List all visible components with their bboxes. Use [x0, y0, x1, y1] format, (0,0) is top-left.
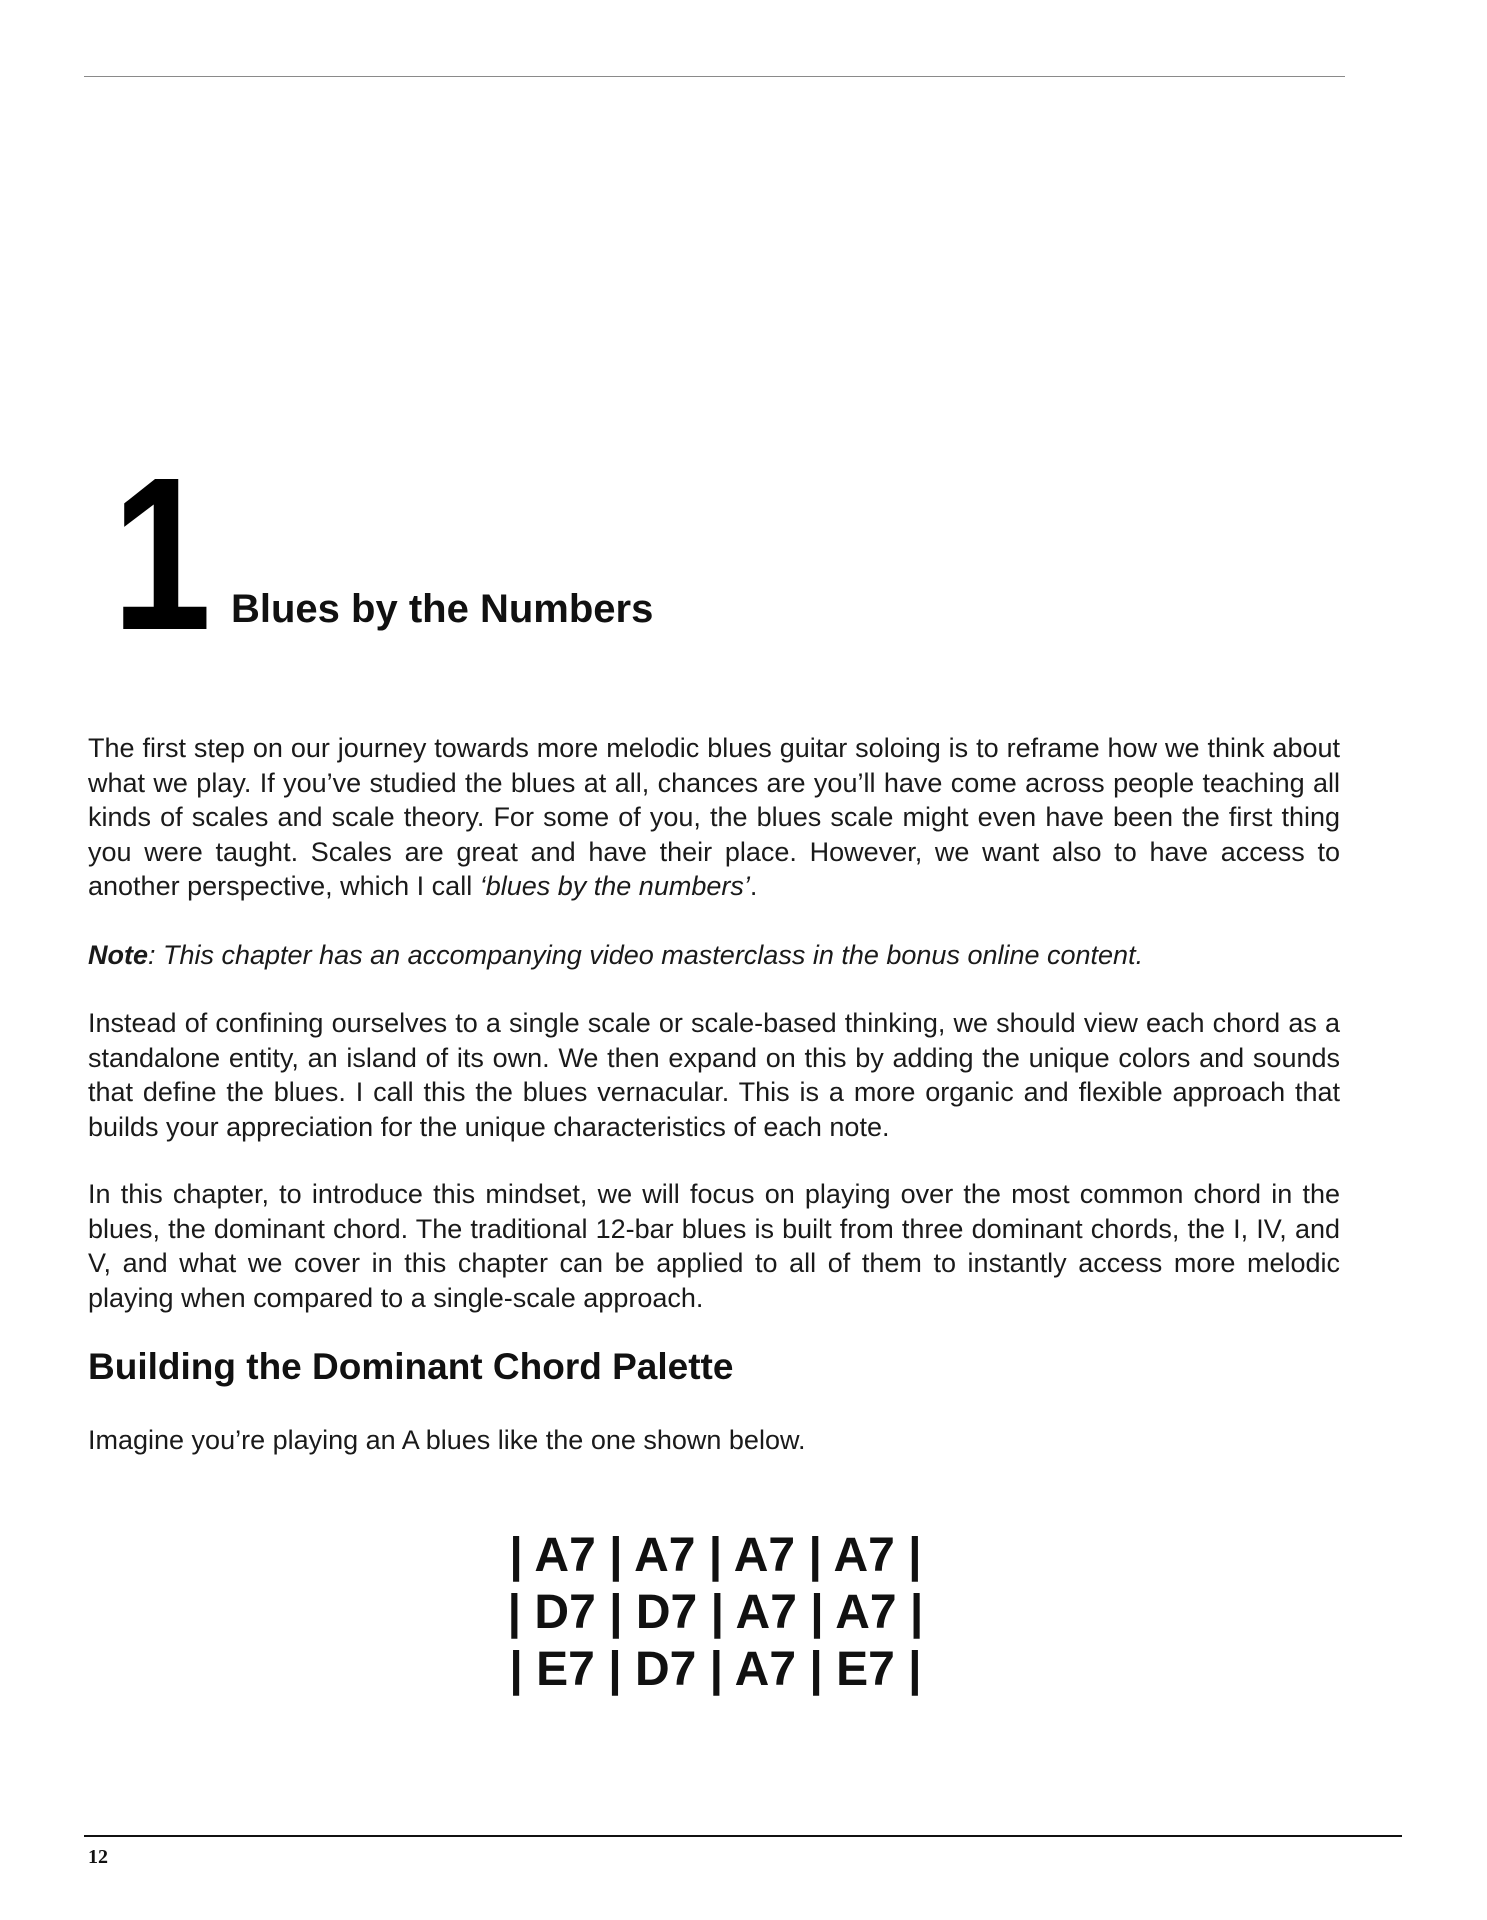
note-paragraph: [88, 938, 1340, 973]
paragraph-intro: [88, 731, 1340, 904]
paragraph-intro-end: .: [749, 871, 758, 901]
paragraph-intro-text: The first step on our journey towards more melodic blues guitar soloing is to reframe how we think about what we play. If you’ve studied the blues at all, chances are you’ll have come across people teaching all kinds of scales and scale theory. For some of you, the blues scale might even have been the first thing you were taught. Scales are great and have their place. However, we want also to have access to another perspective, which I call: [88, 733, 1340, 901]
paragraph-intro-emphasis: ‘blues by the numbers’: [479, 871, 750, 901]
paragraph-island: Instead of confining ourselves to a single scale or scale-based thinking, we should view each chord as a standalone entity, an island of its own. We then expand on this by adding the unique colors and sounds that define the blues. I call this the blues vernacular. This is a more organic and flexible approach that builds your appreciation for the unique characteristics of each note.: [88, 1008, 1340, 1142]
chord-line-3: | E7 | D7 | A7 | E7 |: [509, 1643, 922, 1696]
page-number: 12: [88, 1846, 108, 1868]
note-text: : This chapter has an accompanying video masterclass in the bonus online content.: [148, 940, 1144, 970]
chapter-title: Blues by the Numbers: [231, 587, 654, 631]
chord-line-1: | A7 | A7 | A7 | A7 |: [509, 1529, 922, 1582]
section-heading: Building the Dominant Chord Palette: [88, 1346, 734, 1387]
header-rule: [84, 76, 1345, 77]
chord-line-2: | D7 | D7 | A7 | A7 |: [507, 1586, 924, 1639]
note-label: Note: [88, 940, 148, 970]
section-intro: Imagine you’re playing an A blues like the one shown below.: [88, 1425, 806, 1455]
paragraph-dominant: In this chapter, to introduce this mindset, we will focus on playing over the most common chord in the blues, the dominant chord. The traditional 12-bar blues is built from three dominant chords, the I, IV, and V, and what we cover in this chapter can be applied to all of them to instantly access more melodic playing when compared to a single-scale approach.: [88, 1179, 1340, 1313]
chapter-number: 1: [112, 433, 207, 676]
footer-rule: [84, 1835, 1402, 1837]
chord-chart: [0, 1527, 1431, 1698]
